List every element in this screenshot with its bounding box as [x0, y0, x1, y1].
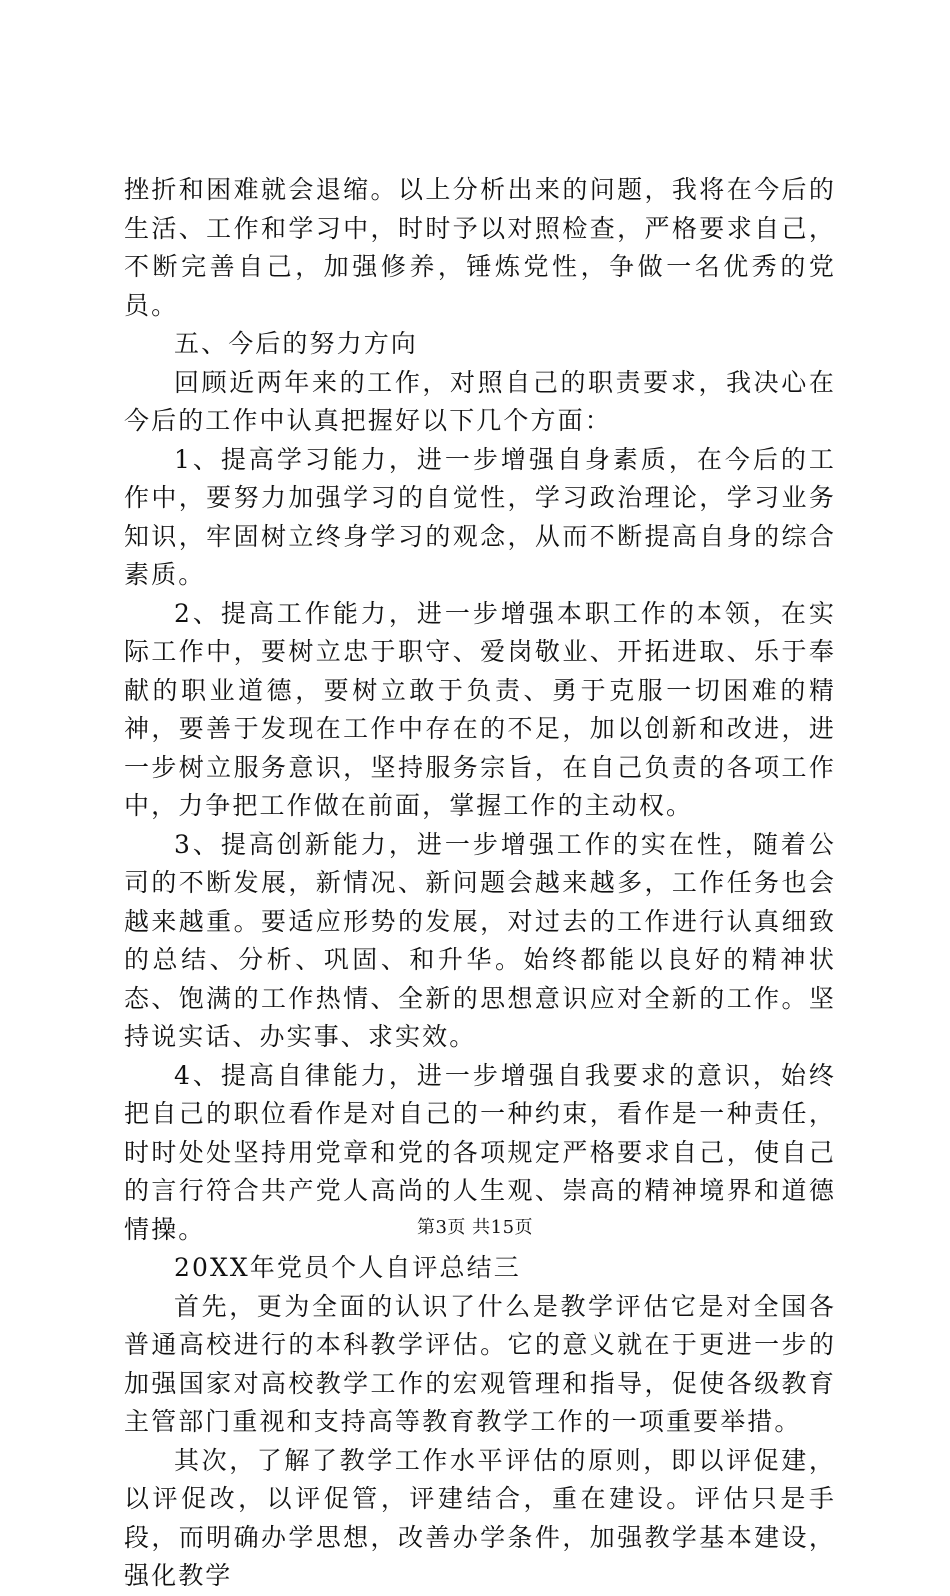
document-subtitle: 20XX年党员个人自评总结三	[174, 1253, 521, 1282]
list-item-paragraph: 1、提高学习能力，进一步增强自身素质，在今后的工作中，要努力加强学习的自觉性，学习政治理论，学习业务知识，牢固树立终身学习的观念，从而不断提高自身的综合素质。	[124, 444, 836, 589]
section-heading: 五、今后的努力方向	[174, 329, 418, 358]
page-number-footer: 第3页 共15页	[416, 1217, 534, 1238]
list-item-paragraph: 2、提高工作能力，进一步增强本职工作的本领，在实际工作中，要树立忠于职守、爱岗敬业、开拓进取、乐于奉献的职业道德，要树立敢于负责、勇于克服一切困难的精神，要善于发现在工作中存在的不足，加以创新和改进，进一步树立服务意识，坚持服务宗旨，在自己负责的各项工作中，力争把工作做在前面，掌握工作的主动权。	[124, 598, 836, 820]
list-item-paragraph: 4、提高自律能力，进一步增强自我要求的意识，始终把自己的职位看作是对自己的一种约束，看作是一种责任，时时处处坚持用党章和党的各项规定严格要求自己，使自己的言行符合共产党人高尚的人生观、崇高的精神境界和道德情操。	[124, 1060, 836, 1244]
paragraph: 回顾近两年来的工作，对照自己的职责要求，我决心在今后的工作中认真把握好以下几个方面：	[124, 367, 836, 435]
list-item-paragraph: 3、提高创新能力，进一步增强工作的实在性，随着公司的不断发展，新情况、新问题会越来越多，工作任务也会越来越重。要适应形势的发展，对过去的工作进行认真细致的总结、分析、巩固、和升华。始终都能以良好的精神状态、饱满的工作热情、全新的思想意识应对全新的工作。坚持说实话、办实事、求实效。	[124, 829, 836, 1051]
paragraph-continuation: 挫折和困难就会退缩。以上分析出来的问题，我将在今后的生活、工作和学习中，时时予以对照检查，严格要求自己，不断完善自己，加强修养，锤炼党性，争做一名优秀的党员。	[124, 175, 836, 320]
paragraph: 首先，更为全面的认识了什么是教学评估它是对全国各普通高校进行的本科教学评估。它的意义就在于更进一步的加强国家对高校教学工作的宏观管理和指导，促使各级教育主管部门重视和支持高等教育教学工作的一项重要举措。	[124, 1291, 836, 1436]
document-body	[124, 171, 836, 1596]
paragraph: 其次，了解了教学工作水平评估的原则，即以评促建，以评促改，以评促管，评建结合，重在建设。评估只是手段，而明确办学思想，改善办学条件，加强教学基本建设，强化教学	[124, 1445, 836, 1590]
